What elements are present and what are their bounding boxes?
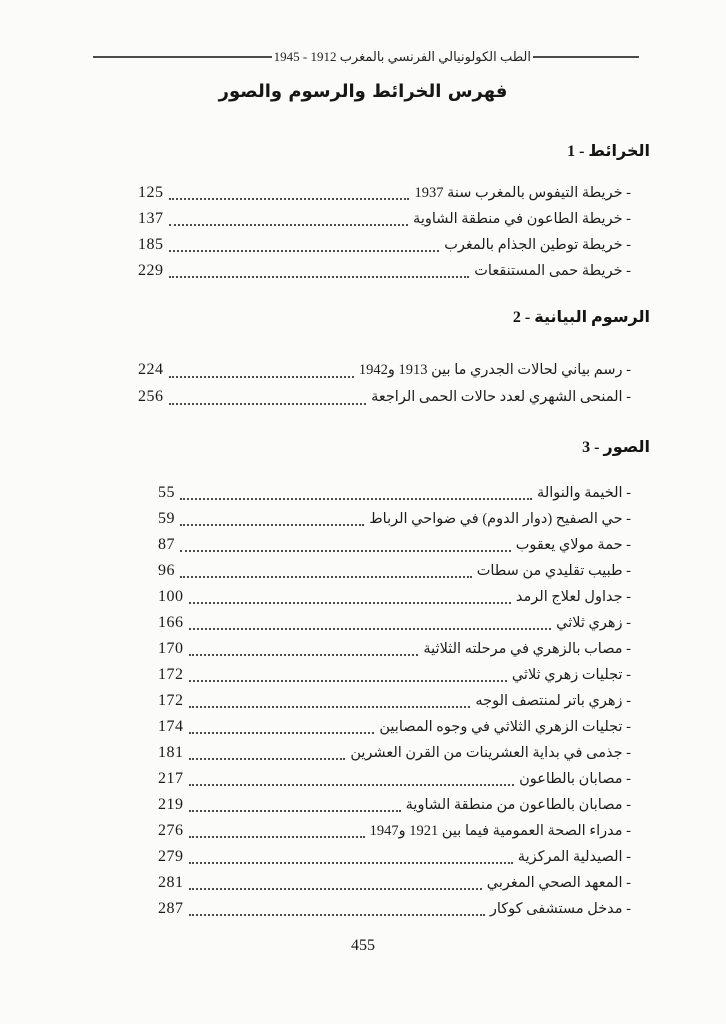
entry-page-number: 172 [158, 666, 184, 683]
toc-entry [158, 610, 631, 636]
page-number: 455 [351, 937, 375, 954]
entry-title: - المنحى الشهري لعدد حالات الحمى الراجعة [371, 389, 631, 405]
toc-entry [158, 584, 631, 610]
toc-entry [158, 714, 631, 740]
toc-entry [138, 206, 631, 232]
entry-title: - جذمى في بداية العشرينات من القرن العشرين [350, 745, 631, 761]
dotted-leader [189, 732, 375, 734]
entry-page-number: 276 [158, 822, 184, 839]
dotted-leader [189, 706, 471, 708]
dotted-leader [189, 784, 515, 786]
toc-entry [158, 532, 631, 558]
entry-title: - الخيمة والنوالة [537, 485, 631, 501]
page-title: فهرس الخرائط والرسوم والصور [218, 81, 508, 102]
dotted-leader [189, 810, 401, 812]
entry-page-number: 172 [158, 692, 184, 709]
dotted-leader [180, 550, 511, 552]
dotted-leader [189, 758, 346, 760]
dotted-leader [169, 403, 367, 405]
entry-page-number: 279 [158, 848, 184, 865]
entry-page-number: 59 [158, 510, 175, 527]
toc-entry [158, 870, 631, 896]
entry-page-number: 125 [138, 184, 164, 201]
toc-entry [158, 740, 631, 766]
entry-title: - جداول لعلاج الرمد [515, 589, 631, 605]
entry-title: - الصيدلية المركزية [517, 849, 631, 865]
toc-section [0, 436, 726, 922]
toc-section [0, 140, 726, 284]
dotted-leader [189, 680, 507, 682]
dotted-leader [169, 198, 410, 200]
entry-page-number: 224 [138, 361, 164, 378]
running-header [93, 48, 639, 66]
entry-page-number: 229 [138, 262, 164, 279]
toc-list [158, 480, 631, 922]
toc-entry [138, 258, 631, 284]
dotted-leader [169, 224, 409, 226]
entry-page-number: 87 [158, 536, 175, 553]
entry-page-number: 55 [158, 484, 175, 501]
entry-page-number: 170 [158, 640, 184, 657]
entry-title: - زهري ثلاثي [556, 615, 631, 631]
section-heading: 1 - الخرائط [567, 143, 650, 160]
entry-title: - خريطة حمى المستنقعات [474, 263, 631, 279]
toc-section [0, 306, 726, 411]
toc-entry [138, 384, 631, 411]
entry-title: - خريطة توطين الجذام بالمغرب [444, 237, 631, 253]
entry-page-number: 256 [138, 388, 164, 405]
entry-title: - مدخل مستشفى كوكار [489, 901, 631, 917]
toc-sections [0, 140, 726, 922]
dotted-leader [189, 628, 552, 630]
entry-title: - خريطة الطاعون في منطقة الشاوية [413, 211, 631, 227]
dotted-leader [169, 250, 440, 252]
section-heading: 3 - الصور [582, 439, 650, 456]
entry-title: - خريطة التيفوس بالمغرب سنة 1937 [414, 185, 631, 201]
dotted-leader [189, 836, 365, 838]
entry-title: - رسم بياني لحالات الجدري ما بين 1913 و1942 [358, 362, 631, 378]
entry-title: - مصابان بالطاعون من منطقة الشاوية [405, 797, 631, 813]
toc-entry [158, 506, 631, 532]
toc-entry [158, 792, 631, 818]
toc-list [138, 180, 631, 284]
entry-title: - مدراء الصحة العمومية فيما بين 1921 و1947 [369, 823, 631, 839]
running-header-text: الطب الكولونيالي الفرنسي بالمغرب 1912 - 1945 [273, 49, 531, 64]
entry-page-number: 166 [158, 614, 184, 631]
entry-title: - المعهد الصحي المغربي [486, 875, 631, 891]
dotted-leader [189, 862, 513, 864]
section-heading: 2 - الرسوم البيانية [512, 309, 650, 326]
toc-entry [158, 818, 631, 844]
toc-entry [138, 180, 631, 206]
dotted-leader [180, 524, 364, 526]
toc-entry [138, 357, 631, 384]
entry-title: - حي الصفيح (دوار الدوم) في ضواحي الرباط [369, 511, 631, 527]
entry-page-number: 174 [158, 718, 184, 735]
entry-title: - زهري باتر لمنتصف الوجه [475, 693, 631, 709]
entry-page-number: 281 [158, 874, 184, 891]
entry-page-number: 181 [158, 744, 184, 761]
entry-title: - مصابان بالطاعون [519, 771, 631, 787]
entry-page-number: 219 [158, 796, 184, 813]
header-rule-right [533, 56, 639, 58]
toc-entry [158, 636, 631, 662]
entry-page-number: 96 [158, 562, 175, 579]
toc-entry [138, 232, 631, 258]
toc-entry [158, 662, 631, 688]
toc-entry [158, 766, 631, 792]
toc-entry [158, 688, 631, 714]
entry-title: - مصاب بالزهري في مرحلته الثلاثية [423, 641, 631, 657]
header-rule-left [93, 56, 272, 58]
dotted-leader [180, 498, 532, 500]
dotted-leader [189, 602, 511, 604]
entry-title: - حمة مولاي يعقوب [515, 537, 631, 553]
toc-entry [158, 558, 631, 584]
entry-page-number: 100 [158, 588, 184, 605]
toc-entry [158, 844, 631, 870]
dotted-leader [189, 888, 482, 890]
entry-page-number: 137 [138, 210, 164, 227]
dotted-leader [189, 654, 419, 656]
toc-entry [158, 896, 631, 922]
dotted-leader [169, 376, 354, 378]
entry-title: - تجليات الزهري الثلاثي في وجوه المصابين [379, 719, 631, 735]
entry-page-number: 217 [158, 770, 184, 787]
entry-page-number: 185 [138, 236, 164, 253]
toc-entry [158, 480, 631, 506]
entry-title: - تجليات زهري ثلاثي [511, 667, 631, 683]
dotted-leader [189, 914, 485, 916]
entry-title: - طبيب تقليدي من سطات [476, 563, 631, 579]
dotted-leader [180, 576, 472, 578]
toc-list [138, 357, 631, 411]
dotted-leader [169, 276, 470, 278]
entry-page-number: 287 [158, 900, 184, 917]
